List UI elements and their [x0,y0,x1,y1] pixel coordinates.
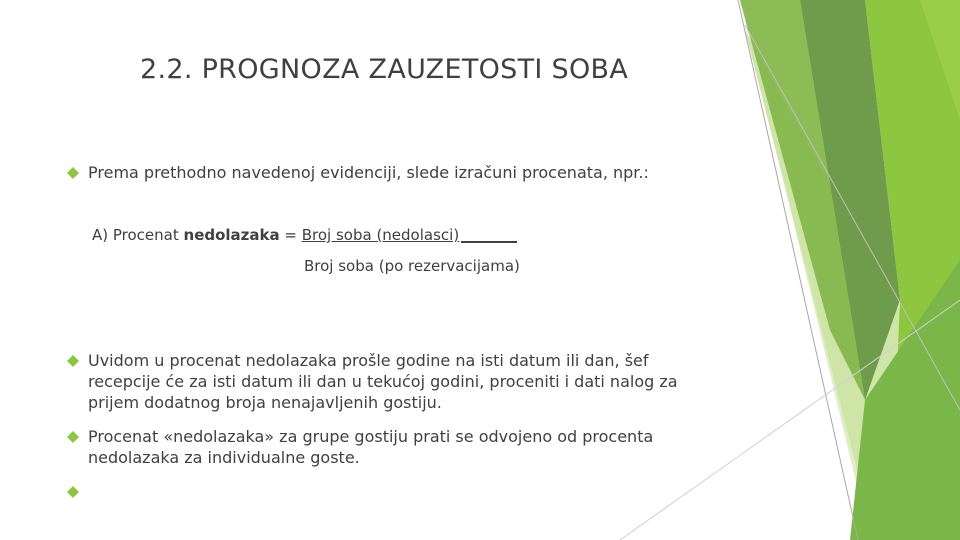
diamond-bullet-icon [66,354,80,368]
formula-numerator-line [92,226,517,244]
formula-denominator: Broj soba (po rezervacijama) [304,257,520,275]
slide-title: 2.2. PROGNOZA ZAUZETOSTI SOBA [140,54,629,85]
formula-prefix: A) Procenat [92,226,184,244]
bullet-text-2: Uvidom u procenat nedolazaka prošle godine na isti datum ili dan, šef recepcije će za isti datum ili dan u tekućoj godini, proceniti i dati nalog za prijem dodatnog broja nenajavljenih gostiju. [88,351,678,412]
diamond-bullet-icon [66,166,80,180]
diamond-bullet-icon [66,485,80,499]
formula-numerator: Broj soba (nedolasci) [301,226,460,244]
bullet-text-1: Prema prethodno navedenoj evidenciji, slede izračuni procenata, npr.: [88,163,649,182]
fraction-line [461,241,517,243]
diamond-bullet-icon [66,430,80,444]
formula-equals: = [279,226,302,244]
formula-bold-term: nedolazaka [183,226,280,244]
bullet-text-3: Procenat «nedolazaka» za grupe gostiju prati se odvojeno od procenta nedolazaka za individualne goste. [88,427,654,467]
